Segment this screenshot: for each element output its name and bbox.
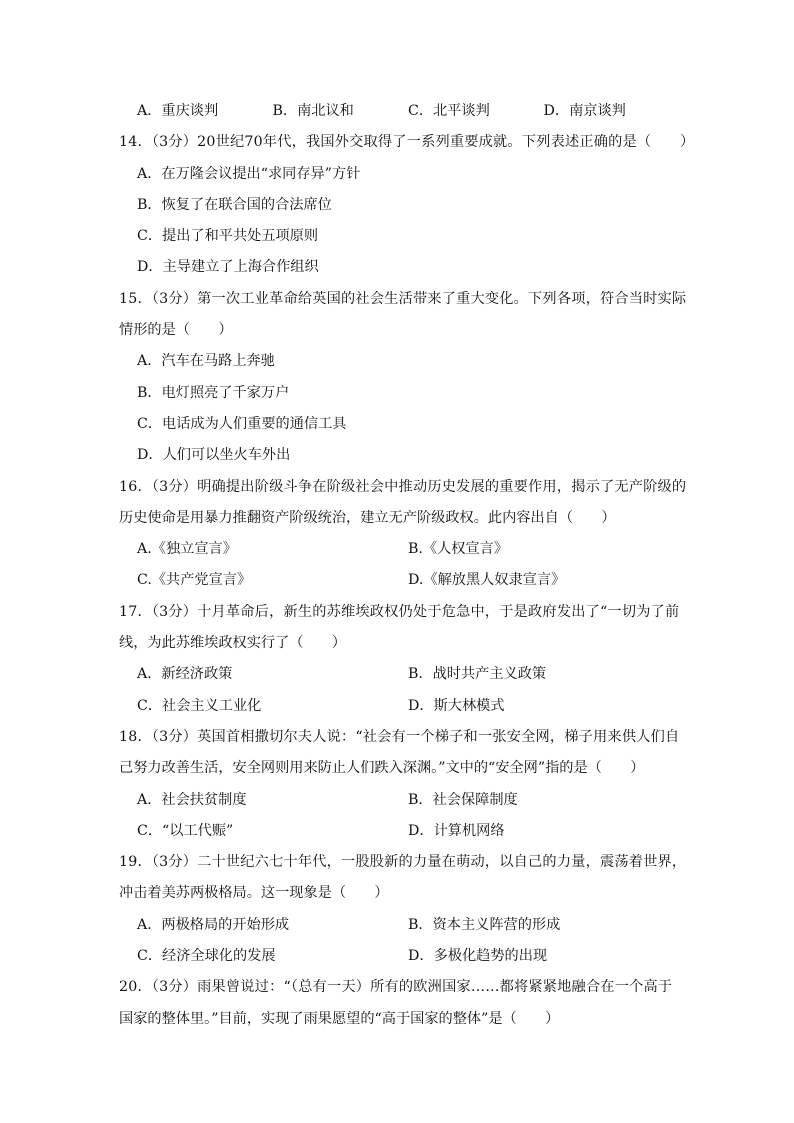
q19-options-row-2 [119,941,679,972]
q16-option-a[interactable]: A.《独立宣言》 [137,541,237,558]
q19-stem-line-2: 冲击着美苏两极格局。这一现象是（ ） [119,885,389,902]
q15-option-b[interactable]: B．电灯照亮了千家万户 [137,384,290,401]
q18-stem-line-1: 18．（3分）英国首相撒切尔夫人说：“社会有一个梯子和一张安全网，梯子用来供人们自 [119,728,680,745]
q19-option-d[interactable]: D．多极化趋势的出现 [408,948,548,965]
q17-options-row-2 [119,691,679,722]
q18-option-b[interactable]: B．社会保障制度 [408,791,518,808]
q17-option-c[interactable]: C．社会主义工业化 [137,697,262,714]
q14-option-c[interactable]: C．提出了和平共处五项原则 [137,228,319,245]
q14-stem: 14．（3分）20世纪70年代，我国外交取得了一系列重要成就。下列表述正确的是（ ） [119,134,695,151]
q18-options-row-2 [119,816,679,847]
q15-option-a[interactable]: A．汽车在马路上奔驰 [137,353,275,370]
q16-options-row-1 [119,534,679,565]
exam-page [119,96,695,1035]
q19-option-c[interactable]: C．经济全球化的发展 [137,948,276,965]
q14-option-a[interactable]: A．在万隆会议提出“求同存异”方针 [137,165,361,182]
q20-stem-line-1: 20．（3分）雨果曾说过：“（总有一天）所有的欧洲国家……都将紧紧地融合在一个高于 [119,979,673,996]
q15-stem-line-1: 15．（3分）第一次工业革命给英国的社会生活带来了重大变化。下列各项，符合当时实际 [119,290,687,307]
q19-options-row-1 [119,910,679,941]
q17-option-a[interactable]: A．新经济政策 [137,666,233,683]
q13-option-b[interactable]: B．南北议和 [272,103,354,119]
q13-option-c[interactable]: C．北平谈判 [408,103,490,119]
q16-stem-line-1: 16．（3分）明确提出阶级斗争在阶级社会中推动历史发展的重要作用，揭示了无产阶级的 [119,478,687,495]
q19-stem-line-1: 19．（3分）二十世纪六七十年代，一股股新的力量在萌动，以自己的力量，震荡着世界， [119,854,687,871]
q13-option-d[interactable]: D．南京谈判 [543,103,626,119]
q16-stem-line-2: 历史使命是用暴力推翻资产阶级统治，建立无产阶级政权。此内容出自（ ） [119,509,616,526]
q16-option-b[interactable]: B.《人权宣言》 [408,541,509,558]
q18-option-a[interactable]: A．社会扶贫制度 [137,791,247,808]
q18-stem-line-2: 己努力改善生活，安全网则用来防止人们跌入深渊。”文中的“安全网”指的是（ ） [119,760,645,777]
q16-option-c[interactable]: C.《共产党宣言》 [137,572,252,589]
q17-stem-line-2: 线，为此苏维埃政权实行了（ ） [119,635,347,652]
q16-options-row-2 [119,565,679,596]
q19-option-a[interactable]: A．两极格局的开始形成 [137,916,290,933]
q14-option-d[interactable]: D．主导建立了上海合作组织 [137,259,319,276]
q17-option-d[interactable]: D．斯大林模式 [408,697,505,714]
q18-options-row-1 [119,785,679,816]
q13-options [119,96,679,127]
q17-stem-line-1: 17．（3分）十月革命后，新生的苏维埃政权仍处于危急中，于是政府发出了“一切为了前 [119,603,680,620]
q17-options-row-1 [119,659,679,690]
q16-option-d[interactable]: D.《解放黑人奴隶宣言》 [408,572,566,589]
q18-option-d[interactable]: D．计算机网络 [408,822,505,839]
q13-option-a[interactable]: A．重庆谈判 [137,103,219,119]
q15-option-d[interactable]: D．人们可以坐火车外出 [137,447,291,464]
q19-option-b[interactable]: B．资本主义阵营的形成 [408,916,561,933]
q18-option-c[interactable]: C．“以工代赈” [137,822,234,839]
q15-option-c[interactable]: C．电话成为人们重要的通信工具 [137,415,347,432]
q17-option-b[interactable]: B．战时共产主义政策 [408,666,547,683]
q20-stem-line-2: 国家的整体里。”目前，实现了雨果愿望的“高于国家的整体”是（ ） [119,1010,560,1027]
q15-stem-line-2: 情形的是（ ） [119,322,233,339]
q14-option-b[interactable]: B．恢复了在联合国的合法席位 [137,196,332,213]
